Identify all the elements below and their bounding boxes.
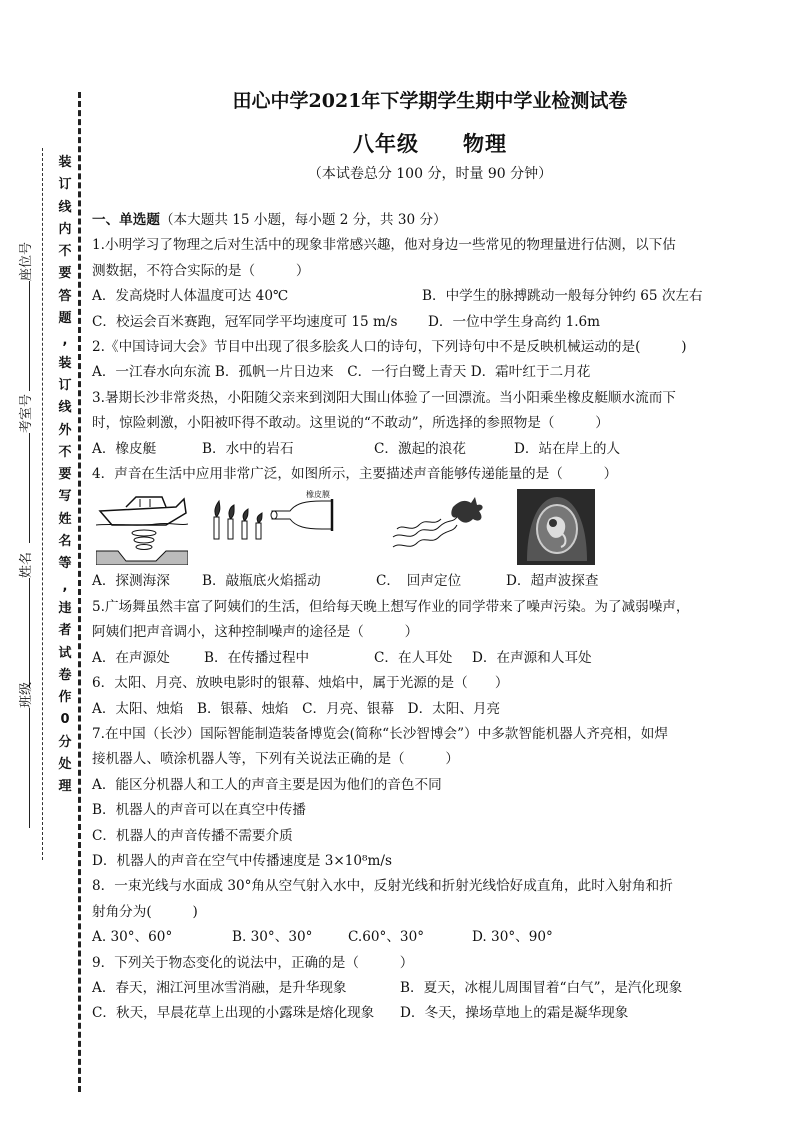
q5-option-b: B．在传播过程中	[204, 649, 310, 666]
q7-option-d: D．机器人的声音在空气中传播速度是 3×10⁸m/s	[92, 852, 392, 869]
binding-notice-char: 题	[58, 311, 72, 327]
binding-notice-char: 要	[58, 467, 72, 483]
q3-option-d: D．站在岸上的人	[514, 440, 621, 457]
binding-notice-char: 处	[58, 757, 72, 773]
q1-option-d: D．一位中学生身高约 1.6m	[428, 313, 601, 330]
binding-dash-line	[78, 92, 81, 1092]
binding-notice-char: 违	[58, 600, 72, 616]
name-field	[15, 552, 34, 690]
binding-notice-char: 试	[58, 645, 72, 661]
q3-option-c: C．激起的浪花	[374, 440, 466, 457]
q2-stem: 2.《中国诗词大会》节目中出现了很多脍炙人口的诗句，下列诗句中不是反映机械运动的是( )	[92, 339, 687, 356]
q4-options	[92, 569, 708, 594]
exam-content	[92, 208, 708, 1027]
q9-options-row-2	[92, 1001, 708, 1026]
q1-stem-2: 测数据，不符合实际的是（ ）	[92, 262, 310, 279]
q8-option-b: B. 30°、30°	[232, 929, 313, 946]
q1-options-row-1	[92, 284, 708, 309]
binding-notice-char: 线	[58, 400, 72, 416]
q1-option-a: A．发高烧时人体温度可达 40℃	[92, 288, 289, 305]
binding-notice-char: 姓	[58, 511, 72, 527]
binding-notice-char: 等	[58, 556, 72, 572]
q7-option-a: A．能区分机器人和工人的声音主要是因为他们的音色不同	[92, 776, 442, 793]
class-label: 班级	[19, 681, 34, 708]
q9-options-row-1	[92, 976, 708, 1001]
binding-notice-char: 作	[58, 690, 72, 706]
q8-stem-2: 射角分为( )	[92, 903, 198, 920]
q3-option-b: B．水中的岩石	[202, 440, 294, 457]
bat-echo-figure	[387, 489, 487, 555]
q1-option-b: B．中学生的脉搏跳动一般每分钟约 65 次左右	[422, 288, 703, 305]
q7-stem-1: 7.在中国（长沙）国际智能制造装备博览会(简称“长沙智博会”）中多款智能机器人齐亮相，如焊	[92, 725, 668, 742]
q8-option-c: C.60°、30°	[348, 929, 425, 946]
binding-notice-char: 不	[58, 244, 72, 260]
q4-option-a: A．探测海深	[92, 573, 170, 590]
q5-option-d: D．在声源和人耳处	[472, 649, 592, 666]
binding-notice-char: 内	[58, 221, 72, 237]
binding-notice-char: ,	[62, 333, 68, 349]
seat-label: 座位号	[19, 241, 34, 281]
q8-option-d: D. 30°、90°	[472, 929, 553, 946]
q9-option-d: D．冬天，操场草地上的霜是凝华现象	[400, 1005, 629, 1022]
q1-option-c: C．校运会百米赛跑，冠军同学平均速度可 15 m/s	[92, 313, 398, 330]
binding-notice-char: 订	[58, 377, 72, 393]
q7-option-b: B．机器人的声音可以在真空中传播	[92, 802, 306, 819]
binding-notice-char: 答	[58, 288, 72, 304]
exam-room-label: 考室号	[19, 393, 34, 433]
binding-notice-char: 外	[58, 422, 72, 438]
rubber-membrane-label: 橡皮膜	[306, 490, 330, 500]
binding-notice-char: 装	[58, 355, 72, 371]
q5-stem-2: 阿姨们把声音调小，这种控制噪声的途径是（ ）	[92, 624, 419, 641]
q3-stem-1: 3.暑期长沙非常炎热，小阳随父亲来到浏阳大围山体验了一回漂流。当小阳乘坐橡皮艇顺水流而下	[92, 389, 676, 406]
q9-option-b: B．夏天，冰棍儿周围冒着“白气”，是汽化现象	[400, 979, 683, 996]
name-label: 姓名	[19, 551, 34, 578]
q8-options	[92, 925, 708, 950]
candle-bottle-figure	[210, 489, 340, 549]
binding-notice-char: ,	[62, 578, 68, 594]
binding-notice-char: 0	[60, 712, 70, 728]
binding-notice-char: 要	[58, 266, 72, 282]
q4-option-d: D．超声波探查	[506, 573, 599, 590]
q5-option-a: A．在声源处	[92, 649, 170, 666]
q5-options	[92, 646, 708, 671]
binding-notice-char: 者	[58, 623, 72, 639]
q7-stem-2: 接机器人、喷涂机器人等，下列有关说法正确的是（ ）	[92, 751, 460, 768]
q4-option-c: C． 回声定位	[376, 573, 462, 590]
binding-notice-char: 写	[58, 489, 72, 505]
seat-field	[15, 242, 34, 393]
exam-title: 田心中学2021年下学期学生期中学业检测试卷	[232, 90, 628, 112]
q9-stem: 9．下列关于物态变化的说法中，正确的是（ ）	[92, 954, 414, 971]
binding-notice-char: 卷	[58, 667, 72, 683]
binding-notice-char: 装	[58, 155, 72, 170]
q2-options: A．一江春水向东流 B．孤帆一片日边来 C．一行白鹭上青天 D．霜叶红于二月花	[92, 364, 591, 381]
boat-sonar-figure	[96, 489, 188, 565]
q4-option-b: B．敲瓶底火焰摇动	[202, 573, 321, 590]
q3-options	[92, 437, 708, 462]
exam-subtitle	[120, 128, 740, 158]
q5-option-c: C．在人耳处	[374, 649, 453, 666]
q1-stem-1: 1.小明学习了物理之后对生活中的现象非常感兴趣，他对身边一些常见的物理量进行估测，以下估	[92, 237, 676, 254]
q9-option-c: C．秋天，早晨花草上出现的小露珠是熔化现象	[92, 1005, 375, 1022]
binding-notice	[55, 152, 75, 799]
binding-notice-char: 不	[58, 444, 72, 460]
grade-label: 八年级	[353, 131, 419, 156]
q7-option-c: C．机器人的声音传播不需要介质	[92, 827, 293, 844]
binding-notice-char: 线	[58, 199, 72, 215]
q4-figures	[92, 487, 708, 569]
exam-note: （本试卷总分 100 分，时量 90 分钟）	[307, 166, 553, 182]
section-title: 一、单选题	[92, 212, 160, 228]
ultrasound-figure	[517, 489, 595, 565]
binding-inner-dash-line	[42, 148, 43, 860]
q8-stem-1: 8．一束光线与水面成 30°角从空气射入水中，反射光线和折射光线恰好成直角，此时入射角和折	[92, 878, 673, 895]
q1-options-row-2	[92, 310, 708, 335]
binding-notice-char: 理	[58, 779, 72, 795]
q9-option-a: A．春天，湘江河里冰雪消融，是升华现象	[92, 979, 347, 996]
class-field	[15, 682, 34, 830]
binding-notice-char: 订	[58, 177, 72, 193]
binding-notice-char: 名	[58, 534, 72, 550]
exam-room-field	[15, 394, 34, 545]
subject-label: 物理	[463, 131, 507, 156]
q6-options: A．太阳、烛焰 B．银幕、烛焰 C．月亮、银幕 D．太阳、月亮	[92, 700, 501, 717]
q4-stem: 4．声音在生活中应用非常广泛，如图所示，主要描述声音能够传递能量的是（ ）	[92, 466, 618, 483]
q5-stem-1: 5.广场舞虽然丰富了阿姨们的生活，但给每天晚上想写作业的同学带来了噪声污染。为了减弱噪声，	[92, 598, 690, 615]
section-desc: （本大题共 15 小题，每小题 2 分，共 30 分）	[159, 212, 447, 228]
q8-option-a: A. 30°、60°	[92, 929, 173, 946]
q3-stem-2: 时，惊险刺激，小阳被吓得不敢动。这里说的“不敢动”，所选择的参照物是（ ）	[92, 415, 609, 432]
section-heading	[92, 208, 708, 233]
q3-option-a: A．橡皮艇	[92, 440, 157, 457]
q6-stem: 6．太阳、月亮、放映电影时的银幕、烛焰中，属于光源的是（ ）	[92, 675, 509, 692]
binding-notice-char: 分	[58, 734, 72, 750]
